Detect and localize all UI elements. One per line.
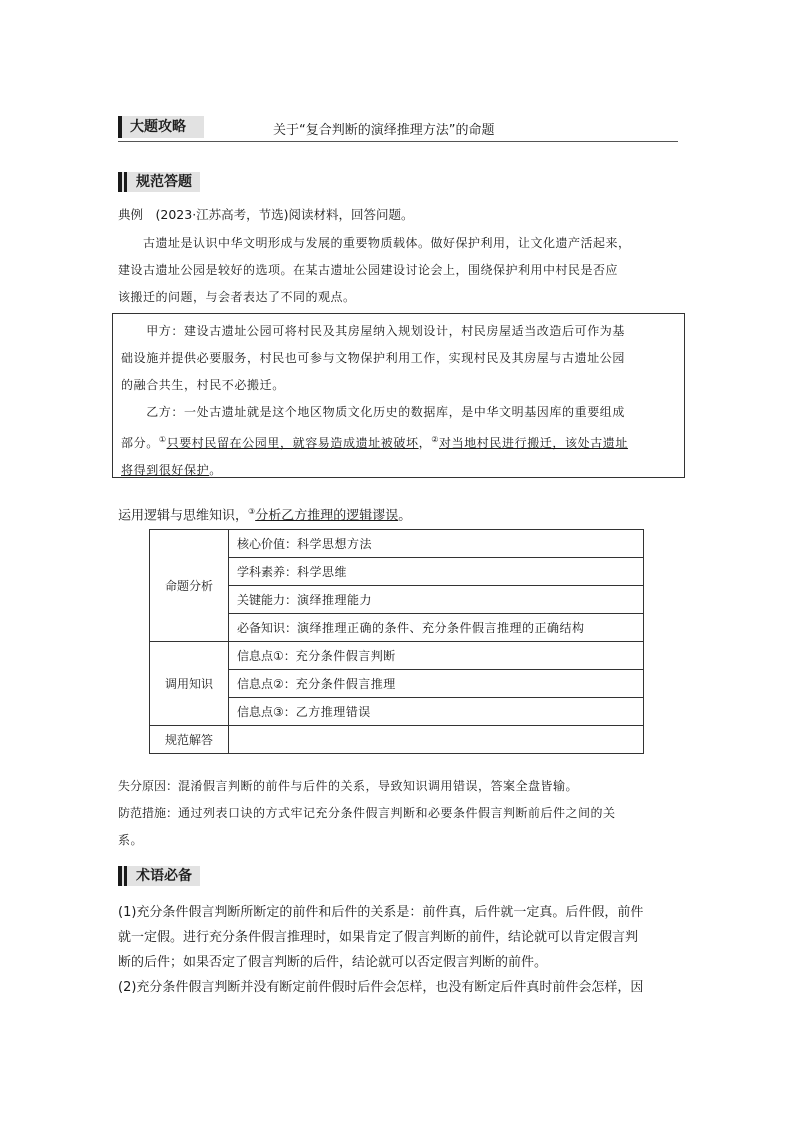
box-line: 部分。①只要村民留在公园里，就容易造成遗址被破坏，②对当地村民进行搬迁，该处古遗址 xyxy=(121,435,629,450)
example-line: 典例 (2023·江苏高考，节选)阅读材料，回答问题。 xyxy=(118,207,414,222)
terms-paragraph xyxy=(118,900,683,1000)
header-title: 关于“复合判断的演绎推理方法”的命题 xyxy=(273,123,495,138)
box-line: 甲方：建设古遗址公园可将村民及其房屋纳入规划设计，村民房屋适当改造后可作为基 xyxy=(121,324,626,338)
underlined-phrase: 对当地村民进行搬迁，该处古遗址 xyxy=(439,436,629,450)
box-line: 础设施并提供必要服务，村民也可参与文物保护利用工作，实现村民及其房屋与古遗址公园 xyxy=(121,351,626,365)
section-tag-answer: 规范答题 xyxy=(118,172,200,192)
intro-line: 建设古遗址公园是较好的选项。在某古遗址公园建设讨论会上，围绕保护利用中村民是否应 xyxy=(118,263,619,277)
marker-1: ① xyxy=(158,435,167,444)
table-row xyxy=(150,726,644,754)
loss-reason: 失分原因：混淆假言判断的前件与后件的关系，导致知识调用错误，答案全盘皆输。 xyxy=(118,779,579,793)
table-cell-empty xyxy=(229,726,644,754)
table-cell: 学科素养：科学思维 xyxy=(229,558,644,586)
material-box xyxy=(112,313,685,478)
terms-line: 断的后件；如果否定了假言判断的后件，结论就可以否定假言判断的前件。 xyxy=(118,955,548,970)
terms-line: 就一定假。进行充分条件假言推理时，如果肯定了假言判断的前件，结论就可以肯定假言判 xyxy=(118,930,639,945)
header-tag: 大题攻略 xyxy=(118,116,204,138)
prevention-measure: 防范措施：通过列表口诀的方式牢记充分条件假言判断和必要条件假言判断前后件之间的关 xyxy=(118,806,616,820)
underlined-phrase: 分析乙方推理的逻辑谬误 xyxy=(255,508,399,524)
table-cell: 必备知识：演绎推理正确的条件、充分条件假言推理的正确结构 xyxy=(229,614,644,642)
section-marker-icon xyxy=(118,866,122,886)
intro-line: 该搬迁的问题，与会者表达了不同的观点。 xyxy=(118,290,356,304)
row-group-label: 命题分析 xyxy=(150,530,229,642)
row-group-label: 规范解答 xyxy=(150,726,229,754)
box-line: 的融合共生，村民不必搬迁。 xyxy=(121,378,285,392)
marker-3: ③ xyxy=(248,507,256,516)
terms-line: (1)充分条件假言判断所断定的前件和后件的关系是：前件真，后件就一定真。后件假，前件 xyxy=(118,905,644,920)
box-line: 乙方：一处古遗址就是这个地区物质文化历史的数据库，是中华文明基因库的重要组成 xyxy=(121,405,626,419)
underlined-phrase: 将得到很好保护 xyxy=(121,463,210,477)
row-group-label: 调用知识 xyxy=(150,642,229,726)
section-tag-terms: 术语必备 xyxy=(118,866,200,886)
intro-line: 古遗址是认识中华文明形成与发展的重要物质载体。做好保护利用，让文化遗产活起来， xyxy=(118,236,631,250)
table-cell: 信息点②：充分条件假言推理 xyxy=(229,670,644,698)
table-cell: 信息点③：乙方推理错误 xyxy=(229,698,644,726)
prevention-measure-cont: 系。 xyxy=(118,833,144,847)
marker-2: ② xyxy=(431,435,439,444)
table-cell: 信息点①：充分条件假言判断 xyxy=(229,642,644,670)
table-cell: 关键能力：演绎推理能力 xyxy=(229,586,644,614)
analysis-table xyxy=(149,529,644,754)
terms-line: (2)充分条件假言判断并没有断定前件假时后件会怎样，也没有断定后件真时前件会怎样，因 xyxy=(118,980,644,995)
section-marker-icon xyxy=(118,172,122,192)
table-cell: 核心价值：科学思想方法 xyxy=(229,530,644,558)
chapter-header xyxy=(118,116,678,142)
task-line: 运用逻辑与思维知识，③分析乙方推理的逻辑谬误。 xyxy=(118,507,412,524)
table-row xyxy=(150,642,644,670)
table-row xyxy=(150,530,644,558)
box-line: 将得到很好保护。 xyxy=(121,463,222,477)
underlined-phrase: 只要村民留在公园里，就容易造成遗址被破坏 xyxy=(166,436,419,450)
